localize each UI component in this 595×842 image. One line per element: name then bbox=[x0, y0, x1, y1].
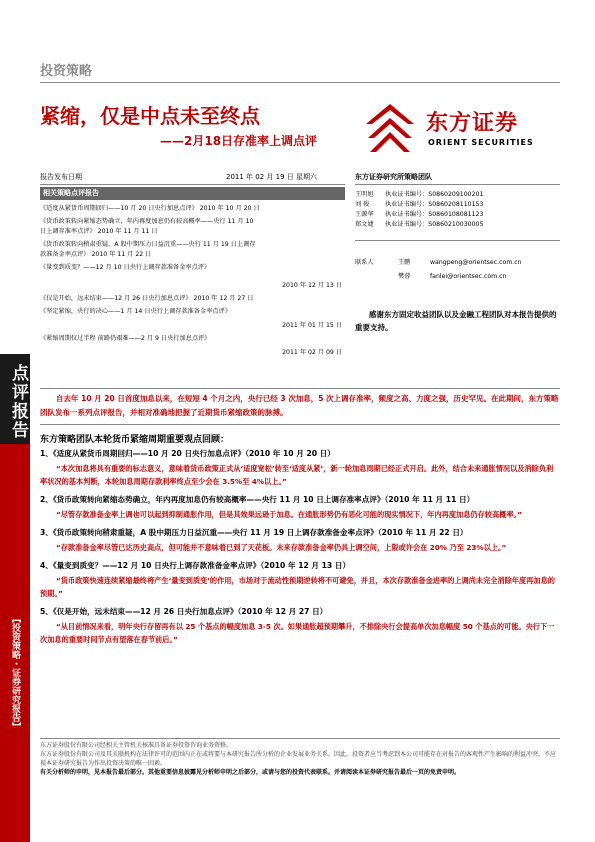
review-item bbox=[40, 494, 560, 521]
footer-rule bbox=[40, 738, 560, 739]
contacts-label: 联系人 bbox=[355, 259, 374, 266]
review-title: 4、《量变到质变？——12 月 10 日央行上调存款准备金率点评》（2010 年 12 月 13 日） bbox=[40, 561, 351, 570]
intro-paragraph: 自去年 10 月 20 日首度加息以来，在短短 4 个月之内，央行已经 3 次加息，5 次上调存准率，频度之高、力度之强，历史罕见。在此期间，东方策略团队发布一系列点评报告，并相对准确地把握了近期货币紧缩政策的脉搏。 bbox=[40, 394, 559, 417]
analyst-row: 王源华 执业证书编号：S0860108081123 bbox=[355, 211, 484, 218]
review-item bbox=[40, 560, 560, 600]
analyst-row: 刘 俊 执业证书编号：S0860208110153 bbox=[355, 201, 484, 208]
logo-en: ORIENT SECURITIES bbox=[428, 138, 534, 147]
page-subtitle: ——2月18日存准率上调点评 bbox=[160, 134, 318, 148]
logo-cn: 东方证券 bbox=[426, 111, 519, 136]
review-title: 5、《仅是开始，远未结束——12 月 26 日央行加息点评》（2010 年 12 月 27 日） bbox=[40, 607, 328, 616]
category-label: 投资策略 bbox=[40, 64, 93, 79]
team-title: 东方证券研究所策略团队 bbox=[355, 173, 432, 181]
review-title: 3、《货币政策转向稍肃重疑，A 股中期压力日益沉重——央行 11 月 19 日上调存款准备金率点评》（2010 年 11 月 22 日） bbox=[40, 528, 468, 537]
list-item[interactable]: 《紧缩周期仅过半程 前路仍艰难——2 月 9 日央行加息点评》 2011 年 02 月 09 日 bbox=[40, 335, 342, 356]
date-label: 报告发布日期 bbox=[40, 173, 82, 181]
sidebar-bottom-label: 【投资策略・证券研究报告】 bbox=[10, 614, 20, 731]
review-item bbox=[40, 606, 560, 646]
orient-logo-icon bbox=[360, 100, 420, 156]
review-list bbox=[40, 448, 560, 646]
right-rule bbox=[355, 184, 560, 185]
list-item[interactable]: 《货币政策转向紧缩态势确立，年内再度加息仍有较高概率——央行 11 月 10 日上调存准率点评》 2010 年 11 月 11 日 bbox=[40, 218, 254, 235]
disclaimer-line: 东方证券股份有限公司及其关联机构在法律许可的范围内正在或将要与本研究报告所分析的企业发展业务关系。因此，投资者应当考虑到本公司可能存在对报告的客观性产生影响的利益冲突，不应视本证券研究报告为作出投资决策的唯一因素。 bbox=[40, 751, 557, 767]
review-quote: “从目前情况来看，明年央行存留再有以 25 个基点的幅度加息 3-5 次。如果通胀超预期攀升，不排除央行会提高单次加息幅度 50 个基点的可能。央行下一次加息的重要时间节点有望落在春节前后。” bbox=[40, 622, 555, 644]
related-list bbox=[40, 204, 345, 358]
contact-name: 樊蓉 bbox=[398, 273, 411, 280]
thanks-note: 感谢东方固定收益团队以及金融工程团队对本报告提供的重要支持。 bbox=[355, 310, 557, 332]
sidebar-label: 点评报告 bbox=[8, 364, 28, 440]
footer bbox=[40, 741, 560, 777]
related-title: 相关策略点评报告 bbox=[43, 189, 99, 197]
review-quote: “存款准备金率尽管已达历史高点，但可能并不意味着已到了天花板。未来存款准备金率仍具上调空间，上限或许会在 20% 乃至 23%以上。” bbox=[56, 543, 507, 552]
review-quote: “尽管存款准备金率上调也可以起到抑制通胀作用，但是其效果远逊于加息。在通胀形势仍有恶化可能的现实情况下，年内再度加息仍存较高概率。” bbox=[56, 510, 522, 519]
list-item[interactable]: 《仅是开始，远未结束——12 月 26 日央行加息点评》 2010 年 12 月 27 日 bbox=[40, 295, 254, 302]
related-header-bar bbox=[40, 187, 345, 200]
contact-name: 王鹏 bbox=[398, 259, 411, 266]
list-item[interactable]: 《货币政策转向稍肃重疑，A 股中期压力日益沉重——央行 11 月 19 日上调存 款准备金率点评》 2010 年 11 月 22 日 bbox=[40, 241, 256, 258]
contacts-rule bbox=[355, 240, 560, 241]
review-heading: 东方策略团队本轮货币紧缩周期重要观点回顾： bbox=[40, 435, 230, 445]
sidebar-label-block bbox=[0, 354, 30, 444]
intro-top-rule bbox=[40, 388, 560, 389]
review-item bbox=[40, 527, 560, 554]
analyst-list bbox=[355, 190, 560, 230]
contact-email[interactable]: wangpeng@orientsec.com.cn bbox=[430, 259, 522, 266]
list-item[interactable]: 《适度从紧货币周期回归——10 月 20 日央行加息点评》 2010 年 10 月 20 日 bbox=[40, 205, 260, 212]
sidebar-red-band bbox=[0, 444, 30, 842]
page-title: 紧缩，仅是中点未至终点 bbox=[40, 104, 260, 128]
left-rule bbox=[40, 184, 345, 185]
review-title: 1、《适度从紧货币周期回归——10 月 20 日央行加息点评》（2010 年 10 月 20 日） bbox=[40, 449, 335, 458]
contact-email[interactable]: fanlei@orientsec.com.cn bbox=[430, 273, 507, 280]
disclaimer-line: 东方证券股份有限公司经相关主管机关核准具备证券投资咨询业务资格。 bbox=[40, 742, 233, 749]
date-value: 2011 年 02 月 19 日 星期六 bbox=[226, 173, 317, 181]
review-quote: “货币政策快速连续紧缩最终将产生‘量变到质变’的作用，市场对于流动性预期逆转将不可避免，并且，本次存款准备金进率的上调尚未完全消除年度再加息的预期。” bbox=[40, 576, 555, 598]
review-item bbox=[40, 448, 560, 488]
review-quote: “本次加息将具有重要的标志意义，意味着货币政策正式从‘适度宽松’转至‘适度从紧’，新一轮加息周期已经正式开启。此外，结合未来通胀情况以及消除负利率状况的基本判断，本轮加息周期存款利率终点至少会在 3.5%至 4%以上。” bbox=[40, 464, 554, 486]
disclaimer-line: 有关分析师的申明，见本报告最后部分。其他重要信息披露见分析师申明之后部分，或请与您的投资代表联系。并请阅读本证券研究报告最后一页的免责申明。 bbox=[40, 769, 461, 776]
analyst-row: 郑文婕 执业证书编号：S0860210030005 bbox=[355, 221, 484, 228]
intro-bottom-rule bbox=[40, 424, 560, 425]
analyst-row: 王明旭 执业证书编号：S0860209100201 bbox=[355, 191, 484, 198]
list-item[interactable]: 《坚定紧缩，央行的决心——1 月 14 日央行上调存款准备金率点评》 2011 年 01 月 15 日 bbox=[40, 308, 342, 329]
header-rule bbox=[40, 82, 560, 83]
review-title: 2、《货币政策转向紧缩态势确立，年内再度加息仍有较高概率——央行 11 月 10 日上调存准率点评》（2010 年 11 月 11 日） bbox=[40, 495, 475, 504]
list-item[interactable]: 《量变到质变？——12 月 10 日央行上调存款准备金率点评》 2010 年 12 月 13 日 bbox=[40, 264, 342, 289]
